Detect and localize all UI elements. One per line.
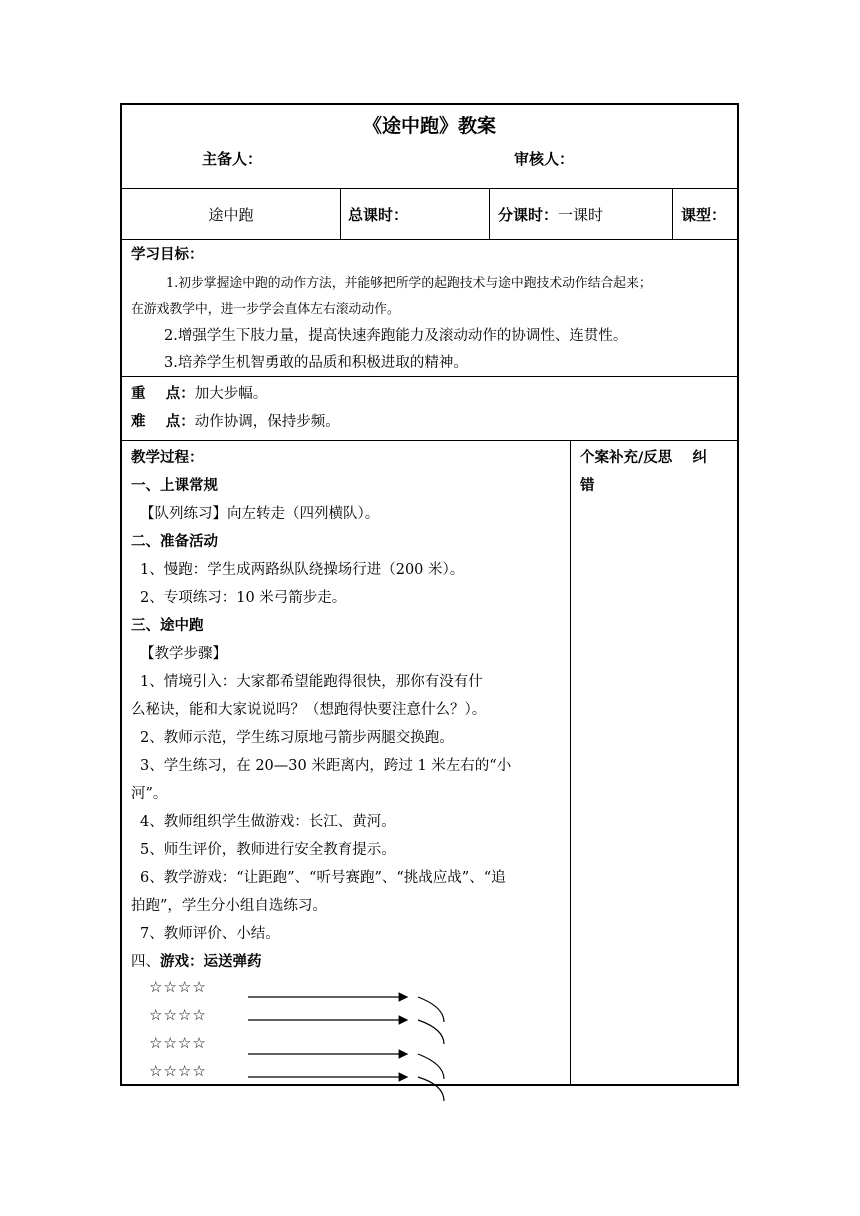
reviewer-label: 审核人：: [514, 150, 575, 168]
section-1-item: 【队列练习】向左转走（四列横队）。: [140, 506, 380, 522]
objectives-row: [122, 240, 737, 377]
section-3-title: 三、途中跑: [131, 618, 204, 634]
divider: [672, 189, 673, 239]
section-3-item-4: 4、教师组织学生做游戏：长江、黄河。: [140, 814, 396, 830]
total-hours-label: 总课时：: [348, 205, 409, 224]
section-2-item-1: 1、慢跑：学生成两路纵队绕操场行进（200 米）。: [140, 562, 465, 578]
process-area: [122, 441, 737, 1084]
key-point: [131, 382, 267, 403]
process-divider: [570, 441, 571, 1084]
star-row-1: ☆☆☆☆: [149, 978, 207, 996]
section-3-item-6-line-1: 6、教学游戏：“让距跑”、“听号赛跑”、“挑战应战”、“追: [140, 870, 506, 886]
info-row: [122, 189, 737, 240]
sub-hours-label: 分课时：: [498, 205, 559, 224]
section-3-item-1-line-1: 1、情境引入：大家都希望能跑得很快，那你有没有什: [140, 674, 483, 690]
star-row-3: ☆☆☆☆: [149, 1034, 207, 1052]
divider: [489, 189, 490, 239]
section-3-item-2: 2、教师示范，学生练习原地弓箭步两腿交换跑。: [140, 730, 454, 746]
section-2-title: 二、准备活动: [131, 534, 218, 550]
section-3-item-7: 7、教师评价、小结。: [140, 926, 280, 942]
section-3-item-6-line-2: 拍跑”，学生分小组自选练习。: [131, 898, 327, 914]
preparer-label: 主备人：: [202, 150, 263, 168]
curve-1: [418, 997, 444, 1022]
side-heading-line-2: 错: [580, 478, 595, 494]
objectives-heading: 学习目标：: [131, 247, 204, 263]
difficult-point: [131, 410, 340, 431]
key-point-value: 加大步幅。: [194, 386, 268, 402]
difficult-point-label: 难 点：: [131, 414, 195, 430]
curve-3: [418, 1054, 444, 1079]
star-row-2: ☆☆☆☆: [149, 1006, 207, 1024]
objective-2: 2.增强学生下肢力量，提高快速奔跑能力及滚动动作的协调性、连贯性。: [164, 328, 628, 344]
topic-cell: [122, 189, 340, 239]
section-3-item-5: 5、师生评价，教师进行安全教育提示。: [140, 842, 396, 858]
process-heading: 教学过程：: [131, 450, 204, 466]
page-title: 《途中跑》教案: [362, 115, 496, 137]
section-3-item-3-line-2: 河”。: [131, 786, 168, 802]
difficult-point-value: 动作协调，保持步频。: [194, 414, 340, 430]
lesson-type-label: 课型：: [681, 205, 727, 224]
section-4-title: [131, 950, 262, 971]
total-hours-cell: [348, 189, 488, 239]
lesson-type-cell: [681, 189, 739, 239]
lesson-plan-table: [120, 103, 739, 1086]
keypoints-row: [122, 377, 737, 441]
star-row-4: ☆☆☆☆: [149, 1062, 207, 1080]
sub-hours-value: 一课时: [558, 205, 604, 224]
arrows-diagram: [122, 976, 570, 1106]
side-heading-line-1: 个案补充/反思 纠: [580, 450, 707, 466]
section-4-name: 游戏：运送弹药: [160, 954, 262, 970]
key-point-label: 重 点：: [131, 386, 195, 402]
section-3-steps: 【教学步骤】: [140, 646, 227, 662]
section-2-item-2: 2、专项练习：10 米弓箭步走。: [140, 590, 347, 606]
header-row: [122, 105, 737, 189]
divider: [340, 189, 341, 239]
section-1-title: 一、上课常规: [131, 478, 218, 494]
objective-1-line-1: 1.初步掌握途中跑的动作方法，并能够把所学的起跑技术与途中跑技术动作结合起来；: [166, 276, 652, 291]
curve-2: [418, 1020, 444, 1044]
section-3-item-1-line-2: 么秘诀，能和大家说说吗？（想跑得快要注意什么？）。: [131, 702, 487, 718]
topic-value: 途中跑: [208, 205, 254, 224]
sub-hours-cell: [498, 189, 668, 239]
curve-4: [418, 1077, 444, 1101]
section-4-prefix: 四、: [131, 954, 160, 970]
objective-3: 3.培养学生机智勇敢的品质和积极进取的精神。: [164, 355, 468, 371]
section-3-item-3-line-1: 3、学生练习，在 20—30 米距离内，跨过 1 米左右的“小: [140, 758, 512, 774]
objective-1-line-2: 在游戏教学中，进一步学会直体左右滚动动作。: [131, 302, 400, 317]
game-diagram: [122, 976, 570, 1106]
